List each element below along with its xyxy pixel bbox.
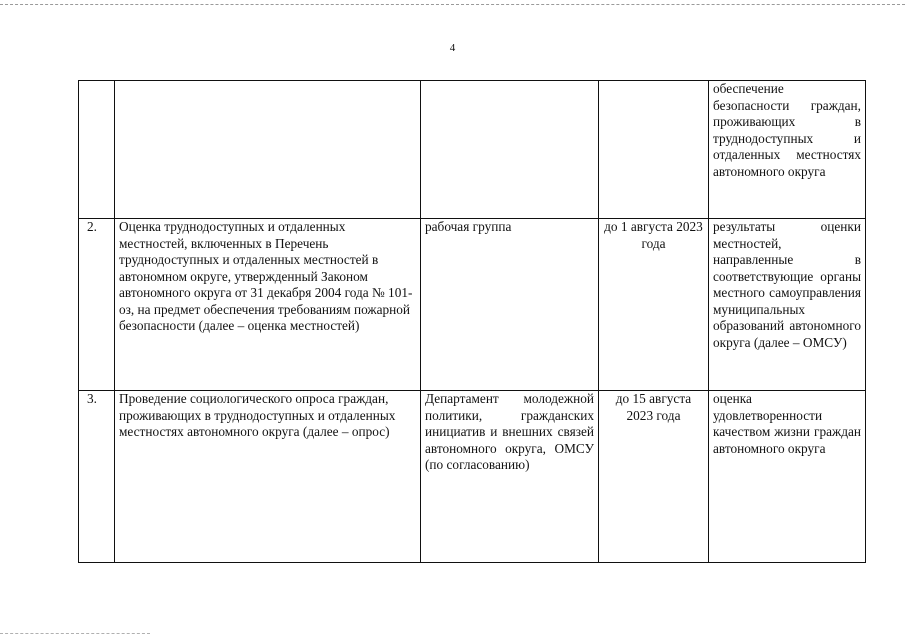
table-row bbox=[79, 391, 866, 563]
deadline-cell: до 15 августа 2023 года bbox=[599, 391, 709, 563]
row-number: 2. bbox=[79, 219, 115, 391]
page-number: 4 bbox=[449, 42, 456, 54]
row-number bbox=[79, 81, 115, 219]
row-number: 3. bbox=[79, 391, 115, 563]
responsible-cell bbox=[421, 81, 599, 219]
table-row bbox=[79, 81, 866, 219]
table-row bbox=[79, 219, 866, 391]
plan-table bbox=[78, 80, 866, 563]
result-cell: результаты оценки местностей, направленные в соответствующие органы местного самоуправления муниципальных образований автономного округа (далее – ОМСУ) bbox=[709, 219, 866, 391]
deadline-cell bbox=[599, 81, 709, 219]
activity-cell: Проведение социологического опроса граждан, проживающих в труднодоступных и отдаленных местностях автономного округа (далее – опрос) bbox=[115, 391, 421, 563]
responsible-cell: Департамент молодежной политики, гражданских инициатив и внешних связей автономного округа, ОМСУ (по согласованию) bbox=[421, 391, 599, 563]
scan-edge-bottom bbox=[0, 633, 150, 634]
deadline-cell: до 1 августа 2023 года bbox=[599, 219, 709, 391]
responsible-cell: рабочая группа bbox=[421, 219, 599, 391]
result-cell: оценка удовлетворенности качеством жизни граждан автономного округа bbox=[709, 391, 866, 563]
result-cell: обеспечение безопасности граждан, проживающих в труднодоступных и отдаленных местностях автономного округа bbox=[709, 81, 866, 219]
scan-edge-top bbox=[0, 4, 905, 5]
activity-cell: Оценка труднодоступных и отдаленных местностей, включенных в Перечень труднодоступных и отдаленных местностей в автономном округе, утвержденный Законом автономного округа от 31 декабря 2004 года № 101-оз, на предмет обеспечения требованиям пожарной безопасности (далее – оценка местностей) bbox=[115, 219, 421, 391]
activity-cell bbox=[115, 81, 421, 219]
